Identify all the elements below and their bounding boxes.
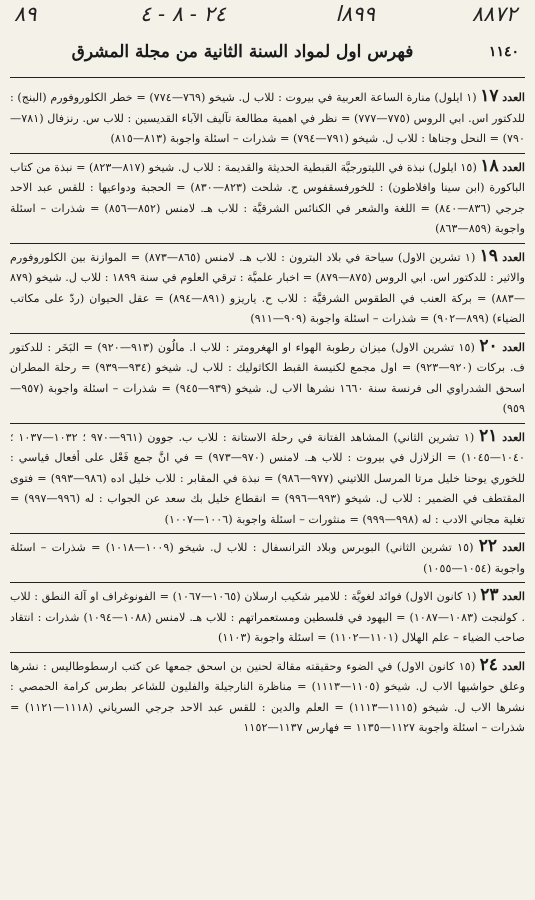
header-divider [10, 77, 525, 78]
issue-label: العدد [502, 339, 525, 354]
issue-number: ١٧ [480, 86, 499, 106]
issue-entry [10, 244, 525, 334]
issue-number: ٢٣ [480, 585, 499, 605]
issue-contents: (١٥ تشرين الاول) ميزان رطوبة الهواء او الهغرومتر : للاب ا. مالُون (٩١٣—٩٢٠) = البَخَر : للدكتور ف. بركات (٩٢٠—٩٢٣) = اول مجمع لكنيسة القبط الكاثوليك : للاب ل. شيخو (٩٣٤—٩٣٩) = رحلة المطران اسحق الشدراوي الى فرنسة سنة ١٦٦٠ نشرها الاب ل. شيخو (٩٣٩—٩٤٥) = شذرات – اسئلة واجوبة (٩٥٧—٩٥٩) [10, 340, 525, 415]
page-title: فهرس اول لمواد السنة الثانية من مجلة المشرق [71, 42, 414, 62]
issue-label: العدد [502, 589, 525, 603]
issue-number: ١٩ [479, 245, 498, 266]
issue-entry [10, 84, 525, 154]
issue-number: ٢٢ [478, 536, 497, 556]
handwritten-year: ٨٩٩ا [335, 2, 375, 26]
page-header [14, 34, 521, 76]
page-number: ١١٤٠ [488, 44, 519, 60]
issue-contents: (١ ايلول) منارة الساعة العربية في بيروت : للاب ل. شيخو (٧٦٩—٧٧٤) = خطر الكلوروفورم (البنج) : للدكتور اس. ابي الروس (٧٧٥—٧٧٧) = نظر في اهمية مطالعة تآليف الآباء القديسين : للاب س. رنزفال (٧٨١—٧٩٠) = النحل وجناها : للاب ل. شيخو (٧٩١—٧٩٤) = شذرات – اسئلة واجوبة (٨١٣—٨١٥) [10, 91, 525, 145]
issue-entry [10, 583, 525, 653]
issue-contents: (١٥ كانون الاول) في الضوء وحقيقته مقالة لحنين بن اسحق جمعها عن كتب ارسطوطاليس : نشرها وعلق حواشيها الاب ل. شيخو (١١٠٥—١١١٣) = مناظرة النارجيلة والفليون للشاعر بطرس كرامة الحمصي : نشرها الاب ل. شيخو (١١١٥—١١١٣) = العلم والدين : للقس عبد الاحد جرجي السرياني (١١١٨—١١٢١) = شذرات – اسئلة واجوبة ١١٢٧—١١٣٥ = فهارس ١١٣٧—١١٥٢ [10, 659, 526, 734]
issue-contents: (١٥ تشرين الثاني) البوبرس وبلاد الترانسفال : للاب ل. شيخو (١٠٠٩—١٠١٨) = شذرات – اسئلة واجوبة (١٠٥٤—١٠٥٥) [10, 541, 525, 575]
issue-label: العدد [502, 429, 525, 444]
issue-number: ٢٠ [479, 335, 498, 356]
issue-entry [10, 334, 525, 424]
issue-entry [10, 653, 525, 742]
issue-label: العدد [502, 249, 526, 264]
handwritten-number: ٨٨٧٢ [471, 2, 517, 26]
handwritten-annotations [10, 2, 525, 32]
issue-label: العدد [502, 159, 526, 174]
issue-contents: (١ كانون الاول) فوائد لغويَّة : للامير شكيب ارسلان (١٠٦٥—١٠٦٧) = الفونوغراف او آلة النطق : للاب . كولنجت (١٠٨٣—١٠٨٧) = اليهود في فلسطين ومستعمراتهم : للاب هـ. لامنس (١٠٨٨—١٠٩٤) شذرات : انتقاد صاحب الضياء – علم الهلال (١١٠١—١١٠٢) = اسئلة واجوبة (١١٠٣) [10, 590, 525, 644]
handwritten-page-ref: ٨٩ [14, 2, 37, 26]
handwritten-date: ٢٤ - ٨ - ٤ [140, 2, 227, 26]
issue-contents: (١ تشرين الاول) سياحة في بلاد البترون : للاب هـ. لامنس (٨٦٥—٨٧٣) = الموازنة بين الكلوروفورم والاثير : للدكتور اس. ابي الروس (٨٧٥—٨٧٩) = اخبار علميَّة : ترقي العلوم في سنة ١٨٩٩ : للاب ل. شيخو (٨٧٩—٨٨٣) = بركة العنب في الطقوس الشرقيَّة : للاب ح. ياريزو (٨٩١—٨٩٤) = عقل الحيوان (ردّ على مكاتب الضياء) (٨٩٩—٩٠٢) = شذرات – اسئلة واجوبة (٩٠٩—٩١١) [10, 250, 525, 325]
issue-entry [10, 424, 525, 535]
issue-number: ١٨ [480, 155, 499, 176]
issue-entry [10, 534, 525, 583]
issue-contents: (١ تشرين الثاني) المشاهد الفتانة في رحلة الاستانة : للاب ب. جوون (٩٦١—٩٧٠ ؛ ١٠٣٢—١٠٣٧ ؛ ١٠٤٠—١٠٤٥) = الزلازل في بيروت : للاب هـ. لامنس (٩٧٠—٩٧٣) = في انَّ جمع فَعْل على أفعال قياسي : للخوري يوحنا خليل مرتا المرسل اللاتيني (٩٧٧—٩٨٦) = نبذة في المقابر : للاب خليل اده (٩٨٦—٩٩٣) = فتوى المقتطف في الضمير : للاب ل. شيخو (٩٩٣—٩٩٦) = انقطاع خليل بك سعد عن الجواب : له (٩٩٦—٩٩٧) = تغلية مجاني الادب : له (٩٩٨—٩٩٩) = منثورات – اسئلة واجوبة (١٠٠٦—١٠٠٧) [10, 430, 525, 526]
issue-number: ٢١ [479, 425, 498, 446]
index-entries [10, 84, 525, 742]
issue-entry [10, 154, 525, 244]
issue-label: العدد [502, 658, 525, 673]
issue-contents: (١٥ ايلول) نبذة في الليتورجيَّة القبطية الحديثة والقديمة : للاب ل. شيخو (٨١٧—٨٢٣) = نبذة من كتاب الباكورة (ابن سينا وافلاطون) : للخورفسقفوس ح. شلحت (٨٢٣—٨٣٠) = الحجبة ودواعيها : للقس عبد الاحد جرجي (٨٣٦—٨٤٠) = اللغة والشعر في الكنائس الشرقيَّة : للاب هـ. لامنس (٨٥٢—٨٥٦) = شذرات – اسئلة واجوبة (٨٥٩—٨٦٣) [10, 160, 526, 235]
issue-number: ٢٤ [479, 654, 498, 675]
issue-label: العدد [502, 540, 525, 554]
issue-label: العدد [502, 90, 526, 104]
